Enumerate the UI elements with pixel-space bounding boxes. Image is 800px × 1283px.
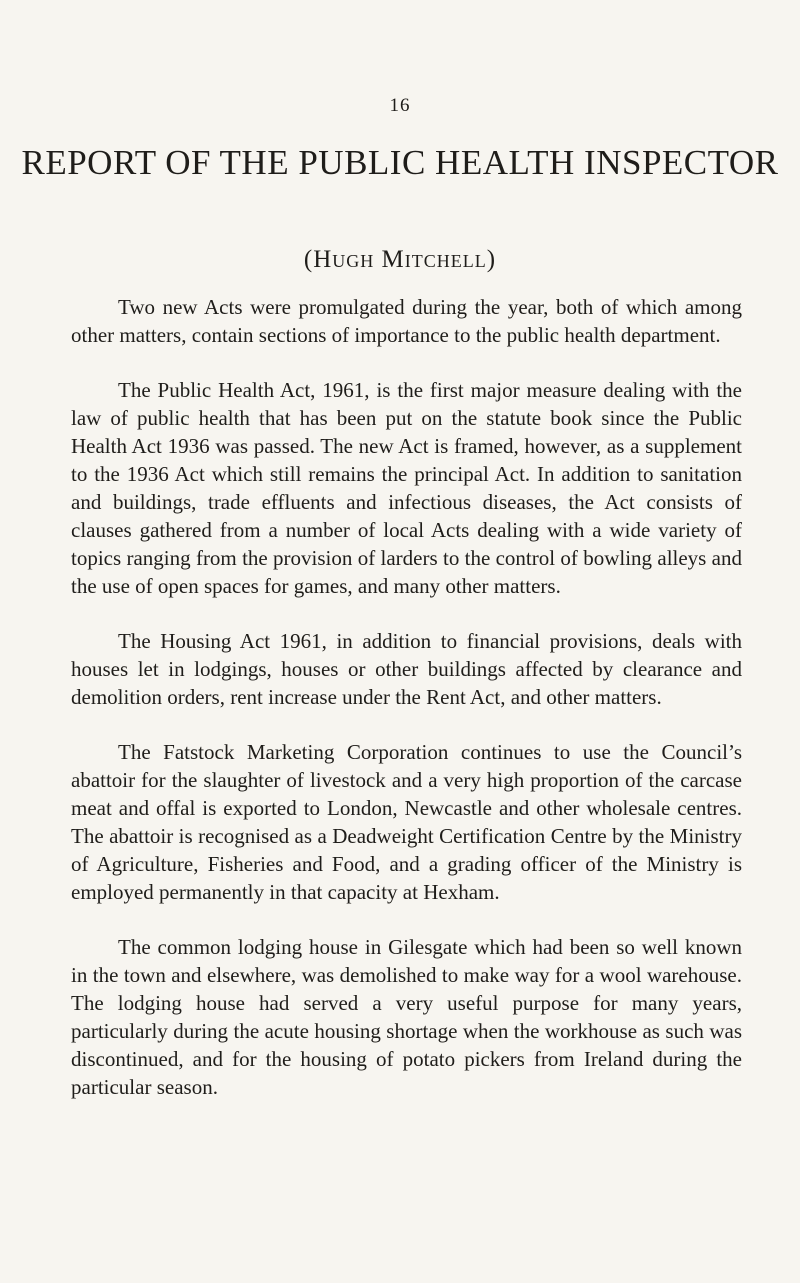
paragraph-lodging-house: The common lodging house in Gilesgate which had been so well known in the town and elsewhere, was demolished to make way for a wool warehouse. The lodging house had served a very useful purpose for many years, particularly during the acute housing shortage when the workhouse as such was discontinued, and for the housing of potato pickers from Ireland during the particular season. <box>71 935 742 1099</box>
page-number: 16 <box>389 95 411 116</box>
paragraph-new-acts: Two new Acts were promulgated during the year, both of which among other matters, contain sections of importance to the public health department. <box>71 295 742 347</box>
report-body <box>71 293 742 1128</box>
author-line: (Hugh Mitchell) <box>303 246 497 273</box>
report-title: REPORT OF THE PUBLIC HEALTH INSPECTOR <box>21 143 779 182</box>
paragraph-public-health-act: The Public Health Act, 1961, is the first major measure dealing with the law of public health that has been put on the statute book since the Public Health Act 1936 was passed. The new Act is framed, however, as a supplement to the 1936 Act which still remains the principal Act. In addition to sanitation and buildings, trade effluents and infectious diseases, the Act consists of clauses gathered from a number of local Acts dealing with a wide variety of topics ranging from the provision of larders to the control of bowling alleys and the use of open spaces for games, and many other matters. <box>71 378 742 598</box>
paragraph-fatstock-marketing: The Fatstock Marketing Corporation continues to use the Council’s abattoir for the slaughter of livestock and a very high proportion of the carcase meat and offal is exported to London, Newcastle and other wholesale centres. The abattoir is recognised as a Deadweight Certification Centre by the Ministry of Agriculture, Fisheries and Food, and a grading officer of the Ministry is employed permanently in that capacity at Hexham. <box>71 740 742 904</box>
paragraph-housing-act: The Housing Act 1961, in addition to financial provisions, deals with houses let in lodgings, houses or other buildings affected by clearance and demolition orders, rent increase under the Rent Act, and other matters. <box>71 629 742 709</box>
